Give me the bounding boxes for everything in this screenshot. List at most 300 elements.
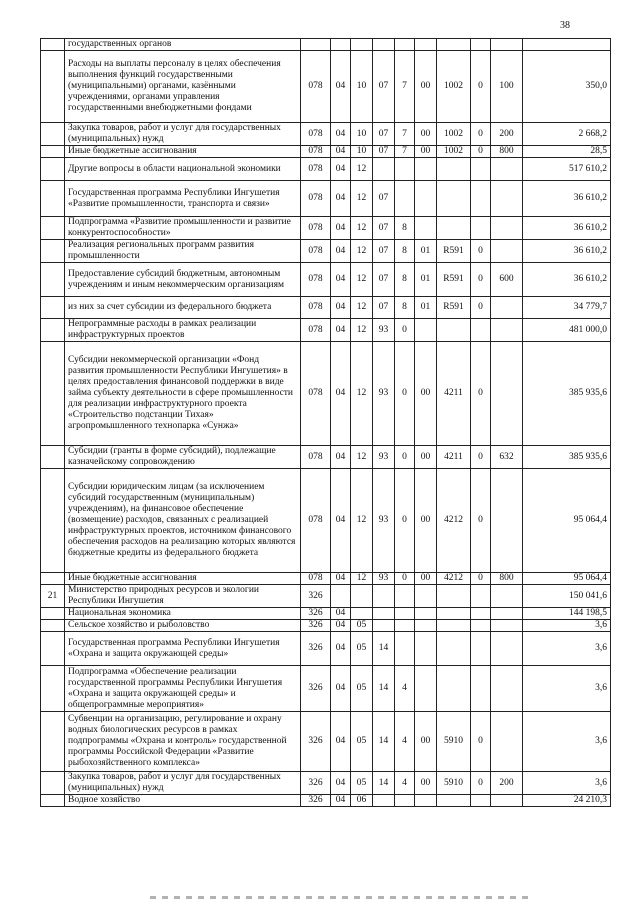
row-amount: 95 064,4 [523, 469, 611, 573]
cell-ministry: 078 [301, 123, 331, 146]
cell-ministry: 326 [301, 608, 331, 620]
cell-section: 04 [331, 666, 351, 712]
cell-section: 04 [331, 608, 351, 620]
cell-suffix [471, 158, 491, 181]
cell-direction: 4212 [437, 469, 471, 573]
cell-program [373, 620, 395, 632]
cell-suffix [471, 620, 491, 632]
cell-expense-type [491, 795, 523, 807]
cell-expense-type [491, 666, 523, 712]
row-number [41, 240, 65, 263]
row-number [41, 342, 65, 446]
cell-section [331, 39, 351, 51]
cell-direction: R591 [437, 263, 471, 297]
scan-artifact-line [150, 896, 530, 899]
cell-suffix [471, 608, 491, 620]
cell-suffix: 0 [471, 263, 491, 297]
table-row [41, 608, 611, 620]
cell-section: 04 [331, 217, 351, 240]
cell-activity [415, 319, 437, 342]
row-amount: 385 935,6 [523, 342, 611, 446]
cell-subprogram [395, 795, 415, 807]
cell-subprogram: 4 [395, 712, 415, 772]
cell-direction [437, 181, 471, 217]
cell-program [373, 39, 395, 51]
cell-subsection: 12 [351, 263, 373, 297]
cell-section: 04 [331, 620, 351, 632]
cell-expense-type: 200 [491, 123, 523, 146]
row-number [41, 795, 65, 807]
cell-subprogram: 7 [395, 123, 415, 146]
cell-program: 07 [373, 240, 395, 263]
cell-subprogram: 0 [395, 573, 415, 585]
cell-expense-type: 800 [491, 146, 523, 158]
cell-expense-type [491, 632, 523, 666]
cell-direction: 5910 [437, 712, 471, 772]
cell-subprogram [395, 632, 415, 666]
cell-program: 93 [373, 319, 395, 342]
cell-direction [437, 319, 471, 342]
cell-activity: 01 [415, 297, 437, 319]
cell-program: 14 [373, 772, 395, 795]
cell-direction [437, 632, 471, 666]
row-number [41, 666, 65, 712]
cell-section [331, 585, 351, 608]
row-name: Государственная программа Республики Ингушетия «Охрана и защита окружающей среды» [65, 632, 301, 666]
cell-activity: 00 [415, 712, 437, 772]
cell-program: 93 [373, 446, 395, 469]
cell-program: 07 [373, 181, 395, 217]
cell-program: 93 [373, 573, 395, 585]
cell-subsection: 10 [351, 51, 373, 123]
cell-suffix [471, 217, 491, 240]
cell-subsection: 12 [351, 446, 373, 469]
cell-subprogram: 4 [395, 666, 415, 712]
row-name: Расходы на выплаты персоналу в целях обеспечения выполнения функций государственными (муниципальными) органами, казёнными учреждениями, органами управления государственными внебюджетными фондами [65, 51, 301, 123]
cell-suffix [471, 181, 491, 217]
cell-expense-type [491, 39, 523, 51]
cell-suffix: 0 [471, 772, 491, 795]
cell-expense-type [491, 181, 523, 217]
cell-subsection: 12 [351, 297, 373, 319]
row-name: Сельское хозяйство и рыболовство [65, 620, 301, 632]
cell-activity: 00 [415, 573, 437, 585]
row-number [41, 123, 65, 146]
row-number [41, 297, 65, 319]
cell-activity [415, 39, 437, 51]
row-name: Водное хозяйство [65, 795, 301, 807]
row-name: из них за счет субсидии из федерального бюджета [65, 297, 301, 319]
cell-section: 04 [331, 795, 351, 807]
row-amount: 95 064,4 [523, 573, 611, 585]
cell-subprogram [395, 585, 415, 608]
cell-section: 04 [331, 297, 351, 319]
table-row [41, 469, 611, 573]
cell-subsection: 12 [351, 240, 373, 263]
cell-program [373, 795, 395, 807]
cell-subsection: 12 [351, 469, 373, 573]
row-name: Иные бюджетные ассигнования [65, 146, 301, 158]
cell-ministry: 078 [301, 217, 331, 240]
table-row [41, 573, 611, 585]
row-name: Субвенции на организацию, регулирование и охрану водных биологических ресурсов в рамках подпрограммы «Охрана и контроль» государственной программы Российской Федерации «Развитие рыбохозяйственного комплекса» [65, 712, 301, 772]
cell-direction [437, 585, 471, 608]
row-amount: 150 041,6 [523, 585, 611, 608]
table-row [41, 263, 611, 297]
cell-subsection: 12 [351, 342, 373, 446]
cell-subprogram: 0 [395, 446, 415, 469]
cell-direction: R591 [437, 297, 471, 319]
table-row [41, 297, 611, 319]
row-number [41, 712, 65, 772]
cell-subsection: 12 [351, 158, 373, 181]
table-row [41, 217, 611, 240]
cell-direction: 1002 [437, 51, 471, 123]
table-row [41, 240, 611, 263]
cell-suffix: 0 [471, 240, 491, 263]
cell-section: 04 [331, 446, 351, 469]
cell-expense-type [491, 608, 523, 620]
row-amount: 3,6 [523, 772, 611, 795]
cell-program: 07 [373, 217, 395, 240]
cell-program: 93 [373, 342, 395, 446]
cell-subsection: 05 [351, 632, 373, 666]
cell-ministry: 326 [301, 712, 331, 772]
cell-suffix: 0 [471, 146, 491, 158]
cell-direction [437, 217, 471, 240]
cell-ministry: 078 [301, 573, 331, 585]
cell-subprogram: 4 [395, 772, 415, 795]
row-number [41, 181, 65, 217]
row-amount: 36 610,2 [523, 181, 611, 217]
row-name: Государственная программа Республики Ингушетия «Развитие промышленности, транспорта и связи» [65, 181, 301, 217]
row-amount: 24 210,3 [523, 795, 611, 807]
row-number [41, 263, 65, 297]
table-row [41, 446, 611, 469]
cell-direction [437, 795, 471, 807]
cell-program: 07 [373, 51, 395, 123]
cell-subsection: 05 [351, 666, 373, 712]
cell-section: 04 [331, 573, 351, 585]
row-amount: 350,0 [523, 51, 611, 123]
cell-expense-type: 800 [491, 573, 523, 585]
cell-ministry [301, 39, 331, 51]
table-row [41, 181, 611, 217]
cell-ministry: 078 [301, 297, 331, 319]
cell-direction: 1002 [437, 146, 471, 158]
row-name: Иные бюджетные ассигнования [65, 573, 301, 585]
row-amount: 36 610,2 [523, 217, 611, 240]
cell-subprogram: 0 [395, 319, 415, 342]
cell-activity: 00 [415, 146, 437, 158]
cell-activity: 00 [415, 51, 437, 123]
cell-section: 04 [331, 342, 351, 446]
table-row [41, 146, 611, 158]
cell-activity [415, 620, 437, 632]
cell-activity: 00 [415, 446, 437, 469]
cell-suffix: 0 [471, 51, 491, 123]
row-number: 21 [41, 585, 65, 608]
cell-subsection: 12 [351, 319, 373, 342]
cell-program: 93 [373, 469, 395, 573]
row-name: Подпрограмма «Развитие промышленности и развитие конкурентоспособности» [65, 217, 301, 240]
row-number [41, 620, 65, 632]
row-number [41, 632, 65, 666]
cell-expense-type [491, 217, 523, 240]
cell-subprogram [395, 620, 415, 632]
row-amount: 517 610,2 [523, 158, 611, 181]
cell-expense-type [491, 620, 523, 632]
row-amount: 34 779,7 [523, 297, 611, 319]
cell-suffix [471, 39, 491, 51]
row-name: Субсидии некоммерческой организации «Фонд развития промышленности Республики Ингушетия» в целях предоставления финансовой поддержки в виде займа субъекту деятельности в сфере промышленности для реализации инфраструктурного проекта «Строительство подстанции Тихая» агропромышленного технопарка «Сунжа» [65, 342, 301, 446]
cell-program [373, 585, 395, 608]
cell-subprogram: 7 [395, 51, 415, 123]
table-row [41, 772, 611, 795]
cell-expense-type [491, 585, 523, 608]
row-number [41, 446, 65, 469]
table-row [41, 158, 611, 181]
row-amount: 3,6 [523, 712, 611, 772]
cell-subprogram: 8 [395, 263, 415, 297]
cell-subsection: 10 [351, 146, 373, 158]
cell-direction [437, 608, 471, 620]
cell-subprogram: 8 [395, 297, 415, 319]
cell-activity: 01 [415, 240, 437, 263]
row-amount: 481 000,0 [523, 319, 611, 342]
row-amount: 3,6 [523, 666, 611, 712]
cell-subsection: 12 [351, 573, 373, 585]
cell-expense-type [491, 712, 523, 772]
cell-direction: R591 [437, 240, 471, 263]
cell-section: 04 [331, 123, 351, 146]
cell-expense-type [491, 319, 523, 342]
cell-suffix: 0 [471, 342, 491, 446]
cell-expense-type [491, 240, 523, 263]
cell-ministry: 326 [301, 795, 331, 807]
cell-subsection: 12 [351, 217, 373, 240]
cell-direction: 5910 [437, 772, 471, 795]
cell-subsection: 06 [351, 795, 373, 807]
cell-subprogram [395, 608, 415, 620]
row-name: Непрограммные расходы в рамках реализации инфраструктурных проектов [65, 319, 301, 342]
cell-ministry: 326 [301, 632, 331, 666]
cell-ministry: 078 [301, 146, 331, 158]
cell-expense-type: 632 [491, 446, 523, 469]
cell-section: 04 [331, 146, 351, 158]
cell-section: 04 [331, 263, 351, 297]
row-name: Закупка товаров, работ и услуг для государственных (муниципальных) нужд [65, 772, 301, 795]
table-row [41, 795, 611, 807]
cell-subprogram: 7 [395, 146, 415, 158]
row-amount [523, 39, 611, 51]
cell-program: 14 [373, 666, 395, 712]
cell-activity [415, 217, 437, 240]
row-number [41, 608, 65, 620]
cell-expense-type [491, 342, 523, 446]
row-name: Реализация региональных программ развития промышленности [65, 240, 301, 263]
row-number [41, 146, 65, 158]
cell-direction [437, 620, 471, 632]
cell-suffix: 0 [471, 297, 491, 319]
row-name: Национальная экономика [65, 608, 301, 620]
row-amount: 144 198,5 [523, 608, 611, 620]
cell-suffix: 0 [471, 446, 491, 469]
cell-subprogram [395, 39, 415, 51]
row-name: Субсидии (гранты в форме субсидий), подлежащие казначейскому сопровождению [65, 446, 301, 469]
row-amount: 385 935,6 [523, 446, 611, 469]
cell-subsection [351, 39, 373, 51]
page-number: 38 [560, 20, 570, 31]
cell-activity: 00 [415, 469, 437, 573]
cell-section: 04 [331, 632, 351, 666]
row-number [41, 469, 65, 573]
row-number [41, 39, 65, 51]
cell-suffix [471, 319, 491, 342]
cell-section: 04 [331, 158, 351, 181]
table-row [41, 123, 611, 146]
cell-ministry: 078 [301, 342, 331, 446]
cell-program: 14 [373, 632, 395, 666]
cell-expense-type [491, 297, 523, 319]
cell-activity [415, 666, 437, 712]
cell-suffix: 0 [471, 712, 491, 772]
cell-section: 04 [331, 319, 351, 342]
cell-subprogram [395, 158, 415, 181]
row-number [41, 573, 65, 585]
cell-program [373, 158, 395, 181]
row-name: Другие вопросы в области национальной экономики [65, 158, 301, 181]
cell-activity [415, 795, 437, 807]
cell-ministry: 078 [301, 158, 331, 181]
cell-section: 04 [331, 51, 351, 123]
cell-section: 04 [331, 240, 351, 263]
cell-ministry: 078 [301, 51, 331, 123]
row-name: Субсидии юридическим лицам (за исключением субсидий государственным (муниципальным) учреждениям), на финансовое обеспечение (возмещение) расходов, связанных с реализацией инфраструктурных проектов, источником финансового обеспечения расходов на реализацию которых являются бюджетные кредиты из федерального бюджета [65, 469, 301, 573]
cell-ministry: 326 [301, 666, 331, 712]
cell-direction: 4211 [437, 342, 471, 446]
cell-suffix [471, 632, 491, 666]
cell-program: 07 [373, 146, 395, 158]
row-amount: 2 668,2 [523, 123, 611, 146]
row-amount: 3,6 [523, 632, 611, 666]
cell-direction [437, 666, 471, 712]
cell-subprogram: 0 [395, 469, 415, 573]
cell-expense-type: 600 [491, 263, 523, 297]
cell-ministry: 078 [301, 469, 331, 573]
cell-direction [437, 39, 471, 51]
cell-activity [415, 608, 437, 620]
table-row [41, 620, 611, 632]
cell-direction: 4211 [437, 446, 471, 469]
table-row [41, 39, 611, 51]
cell-ministry: 078 [301, 319, 331, 342]
cell-suffix: 0 [471, 573, 491, 585]
cell-activity [415, 181, 437, 217]
row-amount: 28,5 [523, 146, 611, 158]
cell-subsection: 10 [351, 123, 373, 146]
table-row [41, 319, 611, 342]
cell-suffix: 0 [471, 469, 491, 573]
cell-expense-type [491, 158, 523, 181]
cell-program: 14 [373, 712, 395, 772]
cell-direction [437, 158, 471, 181]
table-row [41, 51, 611, 123]
cell-activity [415, 585, 437, 608]
cell-program: 07 [373, 297, 395, 319]
table-row [41, 342, 611, 446]
row-name: Предоставление субсидий бюджетным, автономным учреждениям и иным некоммерческим организациям [65, 263, 301, 297]
cell-activity: 00 [415, 342, 437, 446]
cell-activity: 01 [415, 263, 437, 297]
row-number [41, 319, 65, 342]
cell-section: 04 [331, 712, 351, 772]
row-amount: 36 610,2 [523, 240, 611, 263]
cell-program [373, 608, 395, 620]
cell-suffix [471, 585, 491, 608]
cell-ministry: 078 [301, 446, 331, 469]
cell-subprogram [395, 181, 415, 217]
row-name: Министерство природных ресурсов и экологии Республики Ингушетия [65, 585, 301, 608]
row-number [41, 158, 65, 181]
table-row [41, 712, 611, 772]
table-row [41, 666, 611, 712]
cell-subsection: 12 [351, 181, 373, 217]
cell-ministry: 078 [301, 181, 331, 217]
cell-suffix [471, 795, 491, 807]
cell-activity: 00 [415, 772, 437, 795]
row-name: Подпрограмма «Обеспечение реализации государственной программы Республики Ингушетия «Охрана и защита окружающей среды» и общепрограммные мероприятия» [65, 666, 301, 712]
cell-suffix [471, 666, 491, 712]
cell-activity: 00 [415, 123, 437, 146]
cell-expense-type: 200 [491, 772, 523, 795]
cell-subsection: 05 [351, 772, 373, 795]
cell-direction: 4212 [437, 573, 471, 585]
row-amount: 36 610,2 [523, 263, 611, 297]
cell-program: 07 [373, 263, 395, 297]
cell-ministry: 326 [301, 620, 331, 632]
cell-expense-type: 100 [491, 51, 523, 123]
cell-ministry: 078 [301, 240, 331, 263]
row-number [41, 772, 65, 795]
cell-direction: 1002 [437, 123, 471, 146]
table-row [41, 585, 611, 608]
cell-subsection [351, 608, 373, 620]
cell-subprogram: 8 [395, 217, 415, 240]
cell-subsection [351, 585, 373, 608]
cell-program: 07 [373, 123, 395, 146]
budget-table [40, 38, 611, 807]
cell-ministry: 326 [301, 772, 331, 795]
cell-ministry: 326 [301, 585, 331, 608]
cell-ministry: 078 [301, 263, 331, 297]
cell-suffix: 0 [471, 123, 491, 146]
table-body [41, 39, 611, 807]
row-name: Закупка товаров, работ и услуг для государственных (муниципальных) нужд [65, 123, 301, 146]
cell-subsection: 05 [351, 712, 373, 772]
cell-subprogram: 0 [395, 342, 415, 446]
cell-subprogram: 8 [395, 240, 415, 263]
cell-section: 04 [331, 181, 351, 217]
row-name: государственных органов [65, 39, 301, 51]
row-amount: 3,6 [523, 620, 611, 632]
row-number [41, 217, 65, 240]
cell-section: 04 [331, 772, 351, 795]
cell-activity [415, 632, 437, 666]
table-row [41, 632, 611, 666]
row-number [41, 51, 65, 123]
cell-subsection: 05 [351, 620, 373, 632]
